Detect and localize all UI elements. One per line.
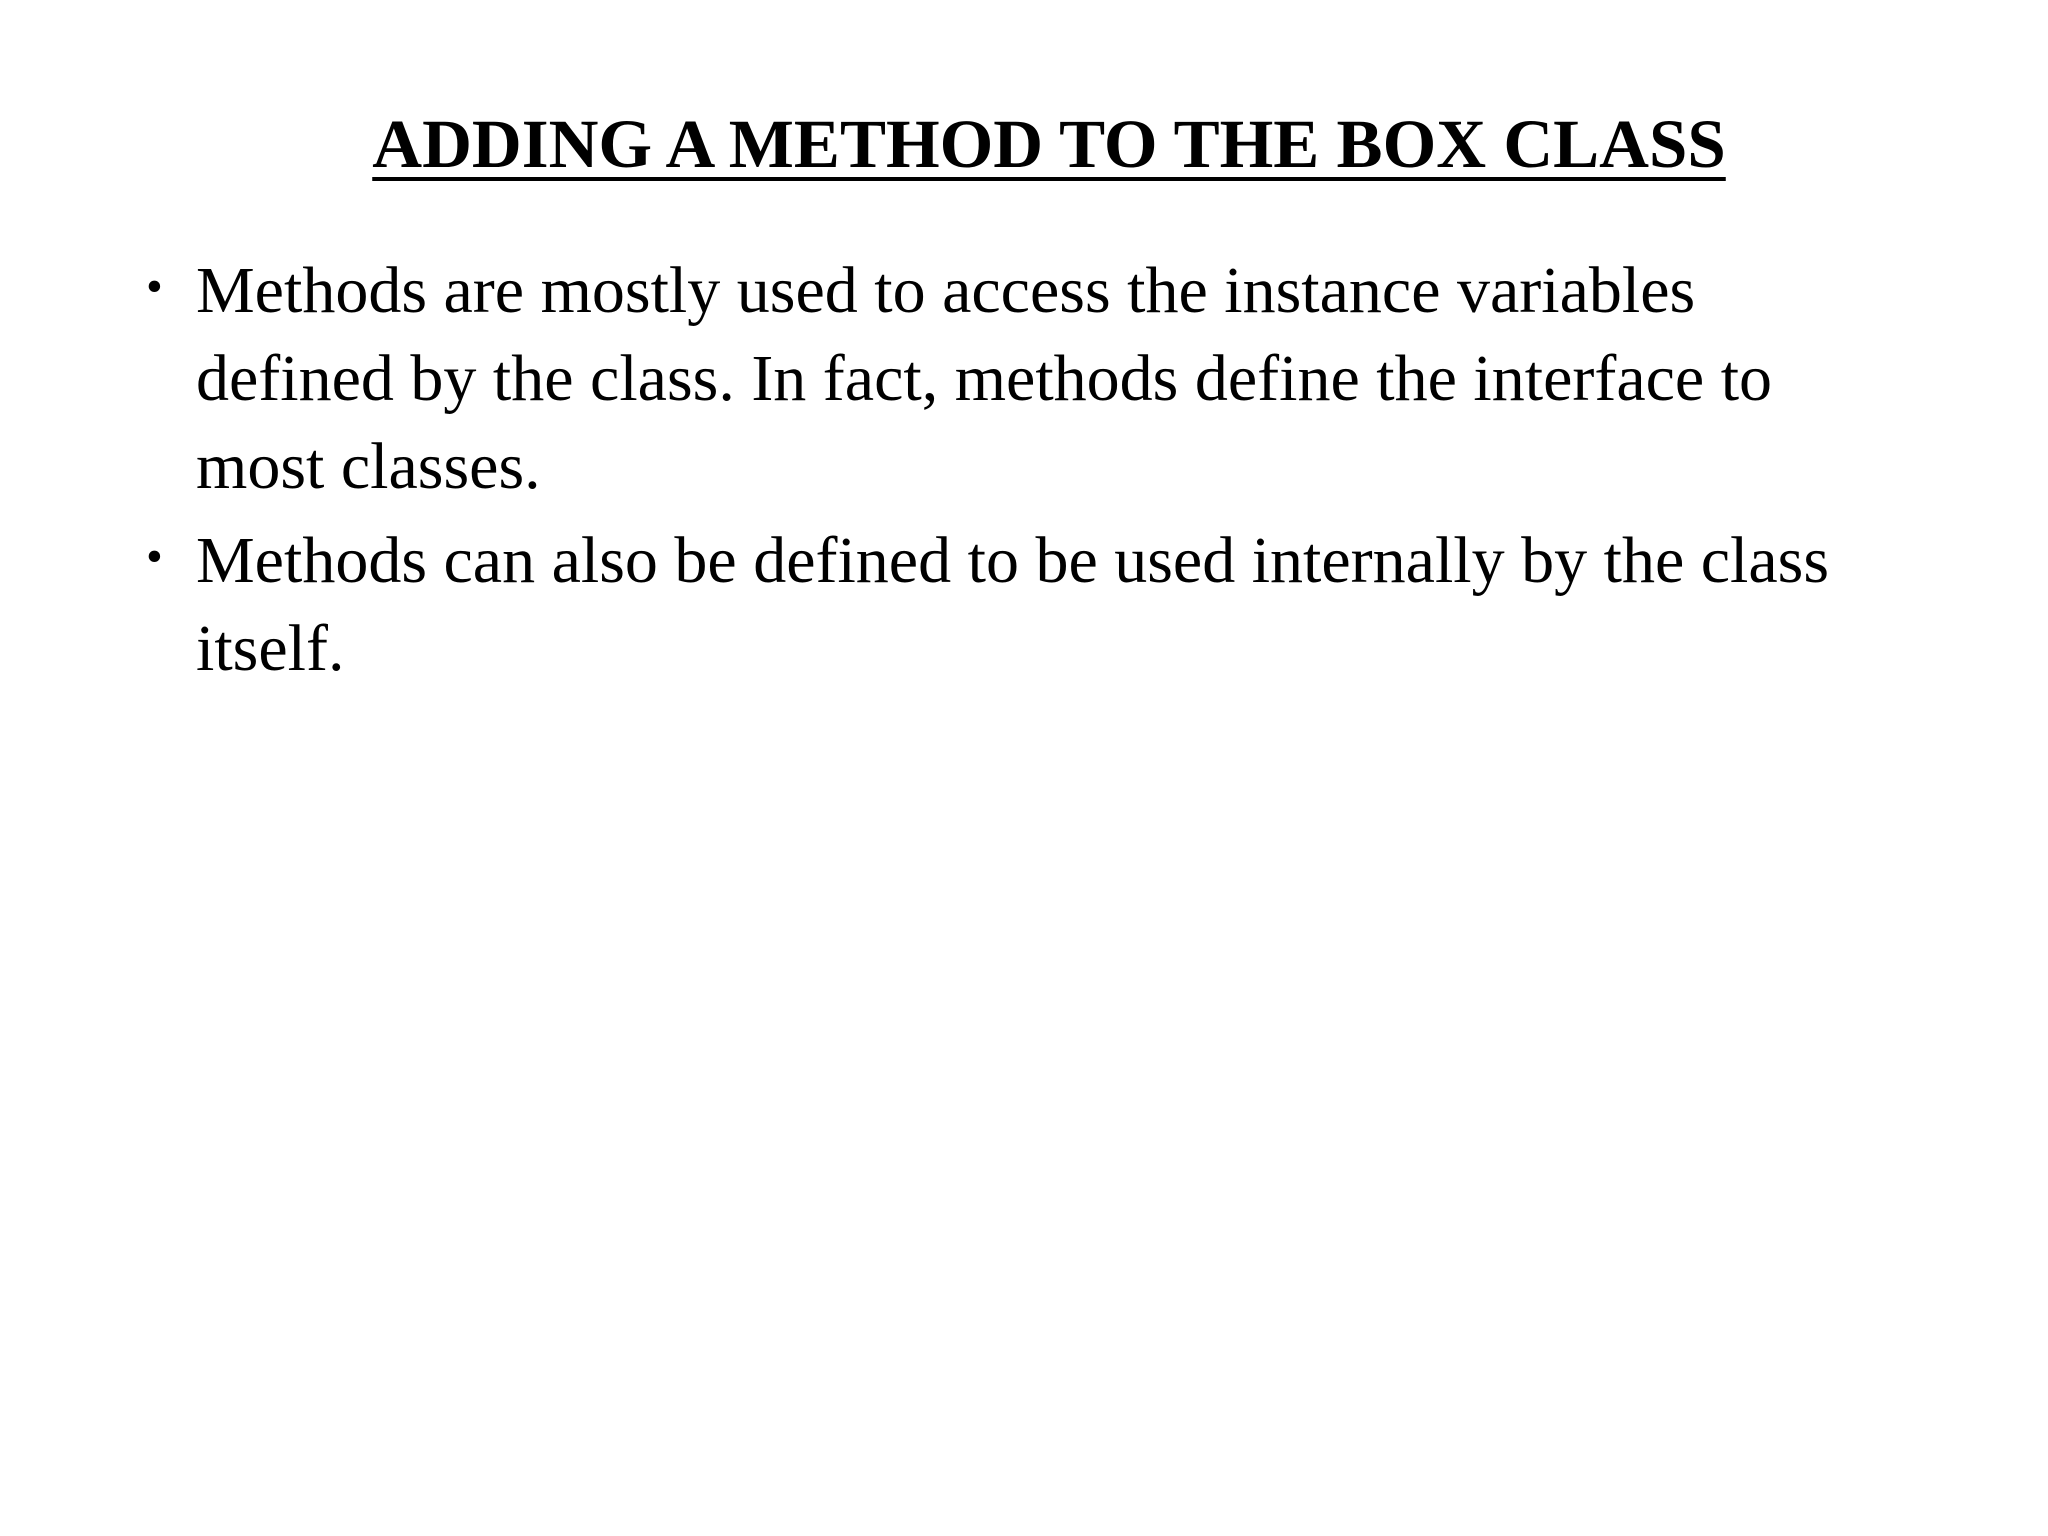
- bullet-line: itself.: [196, 612, 345, 685]
- bullet-line: Methods are mostly used to access the instance variables: [196, 254, 1696, 327]
- bullet-icon: •: [146, 260, 163, 313]
- bullet-item: [146, 517, 1966, 693]
- bullet-line: Methods can also be defined to be used internally by the class: [196, 524, 1830, 597]
- bullet-icon: •: [146, 530, 163, 583]
- bullet-item: [146, 247, 1966, 511]
- bullet-line: most classes.: [196, 430, 541, 503]
- bullet-list: [146, 247, 1966, 699]
- bullet-line: defined by the class. In fact, methods define the interface to: [196, 342, 1773, 415]
- slide-title: ADDING A METHOD TO THE BOX CLASS: [372, 106, 1726, 182]
